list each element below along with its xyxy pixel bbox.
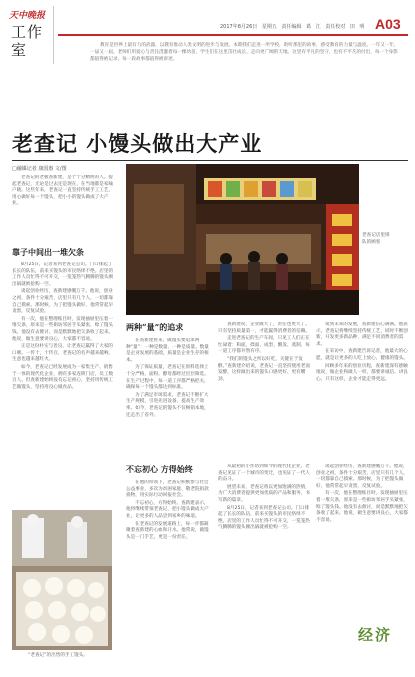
column-1: 8月25日，记者来到老查记公司。门口排起了长长的队伍，前来买馒头的市民络绎不绝。店里的工作人员忙得不可开交，一笼笼热气腾腾的馒头刚出锅就被抢购一空。 谈起创业经历，查新建感慨万千。他说，创业之初，条件十分艰苦，店里只有几个人，一切都靠自己摸索。那时候，为了把馒头做好，他常常起早贪黑，反复试验。 有一次，他在整理账目时，发现抽屉里压着一堆欠条，原来是一些街坊邻居手头紧张，赊了馒头钱。他没有去催讨，而是默默地把欠条收了起来。他说，做生意要讲良心，大家都不容易。 正是这份朴实与善良，让老查记赢得了大家的口碑。一传十，十传百，老查记的名声越来越响，生意也越来越红火。 如今，老查记已经发展成为一家集生产、销售于一体的现代化企业，拥有多家连锁门店，员工数百人。但查新建始终没有忘记初心，坚持用传统工艺做馒头，坚持用良心做食品。 (12, 262, 114, 390)
date-line: 2017年8月26日 星期五 责任编辑 葛 江 责任校对 田 明 (220, 24, 365, 30)
column-2: 在查新建看来，做馒头要追求两种“量”：一种是数量，一种是质量。数量是企业发展的基础，质量是企业生存的根本。 为了保证质量，老查记在原料选择上十分严格，面粉、酵母都经过层层筛选。在生产过程中，每一道工序都严格把关，确保每一个馒头都达到标准。 为了满足市场需求，老查记不断扩大生产规模，引进先进设备，提高生产效率。如今，老查记的馒头不仅畅销本地，还走出了省外。 (126, 338, 209, 418)
top-photo-caption: 老查记店里排队的顾客 (362, 233, 390, 245)
subhead-c: 不忘初心 方得始终 (126, 464, 193, 474)
column-7: 谈起创业经历，查新建感慨万千。他说，创业之初，条件十分艰苦，店里只有几个人，一切都靠自己摸索。那时候，为了把馒头做好，他常常起早贪黑，反复试验。 有一次，他在整理账目时，发现抽屉里压着一堆欠条，原来是一些街坊邻居手头紧张，赊了馒头钱。他没有去催讨，而是默默地把欠条收了起来。他说，做生意要讲良心，大家都不容易。 (316, 464, 408, 523)
column-6: 从最初的小作坊到如今的现代化企业，老查记见证了一个城市的变迁，也见证了一代人的奋斗。 展望未来，老查记将以更加饱满的热情，为广大消费者提供更加优质的产品和服务，书写新的篇章。 8月25日，记者来到老查记公司。门口排起了长长的队伍，前来买馒头的市民络绎不绝。店里的工作人员忙得不可开交，一笼笼热气腾腾的馒头刚出锅就被抢购一空。 (218, 464, 310, 531)
subhead-a: 靠子中间出一堆欠条 (12, 247, 84, 257)
economy-logo: 经济 (357, 626, 392, 644)
page-number: A03 (375, 16, 401, 32)
brand-name: 天中晚报 (9, 11, 46, 21)
column-3: 查新建说，企业做大了，责任也更大了。只有坚持质量第一，才能赢得消费者的信赖。 走进老查记的生产车间，只见工人们正在忙碌着：和面、揉面、成型、醒发、蒸制，每一道工序都井然有序。 “我们的馒头之所以好吃，关键在于发酵。”查新建介绍说，老查记一直坚持使用老面发酵，这样做出来的馒头口感更好、更有嚼劲。 (218, 322, 310, 382)
section-name: 工作室 (11, 23, 44, 59)
shop-photo (126, 164, 359, 315)
intro-text: 教育是世界上最有力的武器，以教育推动人类文明的进步与发展。本期我们走进一所学校，聆听那里的故事，感受教育的力量与温度。一年又一年，一届又一届，老师们用爱心与责任浇灌着每一棵幼苗，学生们在这里茁壮成长，走向更广阔的天地。这里有平凡的坚守，也有不平凡的付出，每一个身影都值得被记录，每一段故事都值得被讲述。 (90, 43, 399, 62)
column-5: 在他的带领下，老查记积极参与社会公益事业，多次为贫困家庭、敬老院捐款捐物，用实际行动回报社会。 不忘初心，方得始终。查新建表示，他将继续带领老查记，把小馒头做成大产业，让更多的人品尝到家乡的味道。 在老查记的发展道路上，每一步都凝聚着查新建的心血和汗水。他常说，做馒头是一门手艺，更是一份责任。 (126, 480, 209, 540)
shop-photo-illustration (126, 164, 359, 315)
article-headline: 老查记 小馒头做出大产业 (12, 131, 263, 156)
masthead (6, 6, 54, 64)
subhead-b: 两种“量”的追求 (126, 322, 184, 332)
headline-rule (12, 160, 408, 161)
lead-paragraph: 老查记的老板查新建，是个十分精明的人。提起老查记，无论是过去还是现在，在当地都是家喻户晓。这些年来，老查记一直坚持传统手工工艺，用心做好每一个馒头，把小小的馒头做成了大产业。 (12, 175, 114, 207)
bottom-photo-caption: “老查记”的出售的手工馒头。 (28, 653, 88, 658)
byline: □融媒记者 康国惠 文/图 (12, 166, 67, 172)
lead-column (12, 175, 116, 245)
header-rule (58, 34, 408, 36)
column-4: 谈到未来的发展，查新建信心满满。他表示，老查记将继续坚持传统工艺，同时不断创新，开发更多新品种，满足不同消费者的需求。 在采访中，查新建告诉记者，他最大的心愿，就是让更多的人吃上放心、健康的馒头。 回顾多年来的创业历程，查新建深有感触地说，做企业和做人一样，都要讲诚信、讲良心。只有这样，企业才能走得更远。 (316, 322, 408, 382)
buns-photo-illustration (12, 510, 112, 650)
buns-photo (12, 510, 112, 650)
